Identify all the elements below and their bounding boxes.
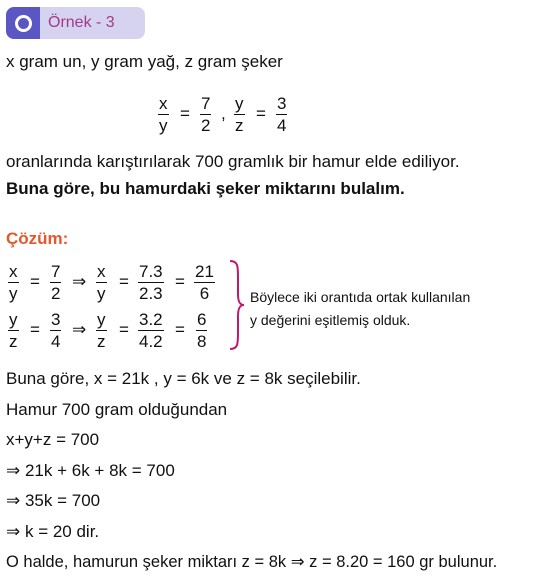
note-line-1: Böylece iki orantıda ortak kullanılan: [250, 289, 471, 305]
frac-den: 4: [51, 332, 61, 351]
row2-frac-5: [196, 310, 207, 351]
equals-sign: =: [175, 320, 185, 339]
step-3: x+y+z = 700: [6, 430, 100, 449]
row2-frac-1: [8, 310, 19, 351]
solution-heading: Çözüm:: [6, 229, 69, 248]
equals-sign: =: [175, 272, 185, 291]
frac-num: y: [9, 310, 18, 329]
frac-num: 6: [197, 310, 207, 329]
step-2: Hamur 700 gram olduğundan: [6, 400, 228, 419]
example-icon: [6, 7, 40, 39]
problem-question: Buna göre, bu hamurdaki şeker miktarını bulalım.: [6, 179, 405, 198]
frac-den: 4: [277, 116, 287, 135]
frac-den: 4.2: [139, 332, 163, 351]
frac-num: x: [9, 262, 18, 281]
frac-den: 2.3: [139, 284, 163, 303]
row1-frac-3: [96, 262, 107, 303]
arrow-icon: ⇒: [72, 320, 87, 339]
row1-frac-4: [138, 262, 164, 303]
frac-den: 8: [197, 332, 207, 351]
equals-sign: =: [119, 320, 129, 339]
frac-den: y: [9, 284, 18, 303]
frac-den: z: [97, 332, 106, 351]
frac-num: 3: [51, 310, 61, 329]
ratio-7-2: [200, 94, 211, 135]
frac-num: x: [159, 94, 168, 113]
frac-num: 7: [51, 262, 61, 281]
frac-den: y: [97, 284, 106, 303]
row1-frac-2: [50, 262, 61, 303]
ratio-3-4: [276, 94, 287, 135]
equals-sign: =: [256, 104, 266, 123]
frac-num: 7.3: [139, 262, 163, 281]
curly-brace-icon: [226, 258, 246, 352]
frac-den: 2: [201, 116, 211, 135]
equals-sign: =: [180, 104, 190, 123]
row2-frac-4: [138, 310, 164, 351]
frac-num: y: [235, 94, 244, 113]
equals-sign: =: [30, 320, 40, 339]
problem-line-1: x gram un, y gram yağ, z gram şeker: [6, 52, 283, 71]
row2-frac-3: [96, 310, 107, 351]
frac-den: z: [235, 116, 244, 135]
frac-den: z: [9, 332, 18, 351]
problem-line-2: oranlarında karıştırılarak 700 gramlık bir hamur elde ediliyor.: [6, 152, 460, 171]
equals-sign: =: [30, 272, 40, 291]
comma: ,: [221, 104, 226, 123]
example-tag: [6, 7, 145, 39]
frac-num: y: [97, 310, 106, 329]
frac-num: 3: [277, 94, 287, 113]
row1-frac-5: [194, 262, 215, 303]
frac-den: 2: [51, 284, 61, 303]
row1-frac-1: [8, 262, 19, 303]
note-line-2: y değerini eşitlemiş olduk.: [250, 312, 411, 328]
step-7: O halde, hamurun şeker miktarı z = 8k ⇒ z = 8.20 = 160 gr bulunur.: [6, 553, 498, 571]
step-5: ⇒ 35k = 700: [6, 491, 101, 510]
frac-num: 7: [201, 94, 211, 113]
frac-num: 21: [195, 262, 214, 281]
arrow-icon: ⇒: [72, 272, 87, 291]
example-label: Örnek - 3: [48, 14, 115, 31]
frac-num: 3.2: [139, 310, 163, 329]
row2-frac-2: [50, 310, 61, 351]
ratio-x-y: [158, 94, 169, 135]
frac-num: x: [97, 262, 106, 281]
ratio-y-z: [234, 94, 245, 135]
equals-sign: =: [119, 272, 129, 291]
step-6: ⇒ k = 20 dir.: [6, 522, 100, 541]
step-4: ⇒ 21k + 6k + 8k = 700: [6, 461, 175, 480]
step-1: Buna göre, x = 21k , y = 6k ve z = 8k seçilebilir.: [6, 369, 361, 388]
frac-den: y: [159, 116, 168, 135]
frac-den: 6: [199, 284, 210, 303]
